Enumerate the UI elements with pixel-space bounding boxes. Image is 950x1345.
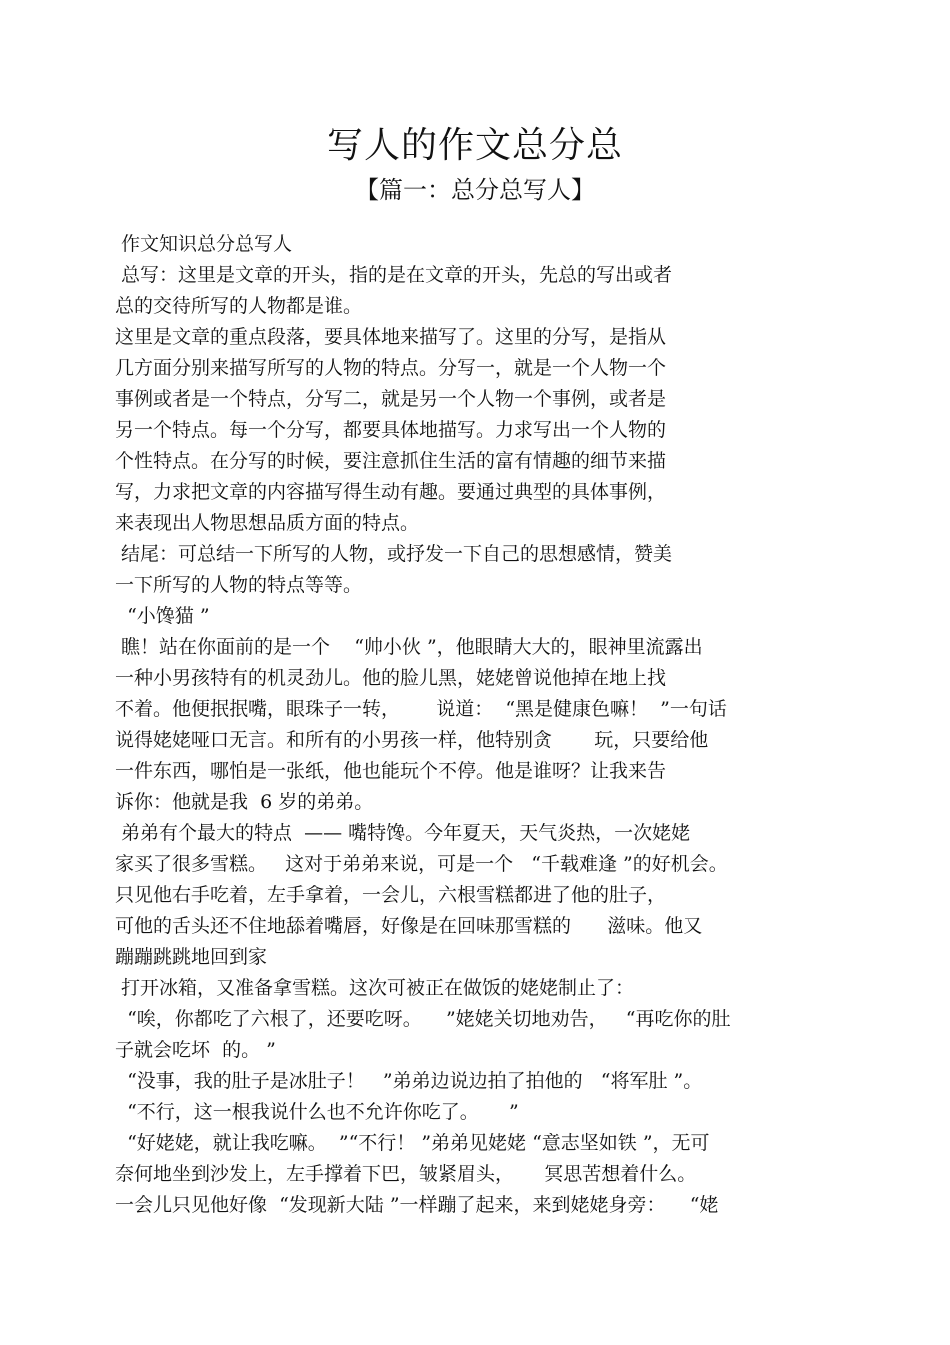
text-line: 写，力求把文章的内容描写得生动有趣。要通过典型的具体事例， <box>115 481 667 503</box>
text-line: 另一个特点。每一个分写，都要具体地描写。力求写出一个人物的 <box>115 419 667 441</box>
text-line: 一下所写的人物的特点等等。 <box>115 574 363 596</box>
text-line: 蹦蹦跳跳地回到家 <box>115 946 268 968</box>
document-body <box>115 229 850 1221</box>
text-line: 不着。他便抿抿嘴，眼珠子一转， 说道： “黑是健康色嘛！ ”一句话 <box>115 698 727 720</box>
text-line: 弟弟有个最大的特点 —— 嘴特馋。今年夏天，天气炎热，一次姥姥 <box>115 822 691 844</box>
text-line: 作文知识总分总写人 <box>115 233 293 255</box>
document-subtitle: 【篇一：总分总写人】 <box>355 176 595 204</box>
text-line: 家买了很多雪糕。 这对于弟弟来说，可是一个 “千载难逢 ”的好机会。 <box>115 853 728 875</box>
text-line: “没事，我的肚子是冰肚子！ ”弟弟边说边拍了拍他的 “将军肚 ”。 <box>115 1070 703 1092</box>
document-title: 写人的作文总分总 <box>326 125 623 166</box>
text-line: 这里是文章的重点段落，要具体地来描写了。这里的分写，是指从 <box>115 326 667 348</box>
text-line: 总写：这里是文章的开头，指的是在文章的开头，先总的写出或者 <box>115 264 673 286</box>
text-line: 来表现出人物思想品质方面的特点。 <box>115 512 420 534</box>
text-line: 一件东西，哪怕是一张纸，他也能玩个不停。他是谁呀？让我来告 <box>115 760 667 782</box>
text-line: 可他的舌头还不住地舔着嘴唇，好像是在回味那雪糕的 滋味。他又 <box>115 915 703 937</box>
text-line: “不行，这一根我说什么也不允许你吃了。 ” <box>115 1101 519 1123</box>
text-line: 打开冰箱，又准备拿雪糕。这次可被正在做饭的姥姥制止了： <box>115 977 635 999</box>
text-line: “好姥姥，就让我吃嘛。 ”“不行！ ”弟弟见姥姥 “意志坚如铁 ”，无可 <box>115 1132 710 1154</box>
text-line: 一种小男孩特有的机灵劲儿。他的脸儿黑，姥姥曾说他掉在地上找 <box>115 667 667 689</box>
text-line: 结尾：可总结一下所写的人物，或抒发一下自己的思想感情，赞美 <box>115 543 673 565</box>
text-line: 只见他右手吃着，左手拿着，一会儿，六根雪糕都进了他的肚子， <box>115 884 667 906</box>
text-line: 一会儿只见他好像 “发现新大陆 ”一样蹦了起来，来到姥姥身旁： “姥 <box>115 1194 719 1216</box>
text-line: 个性特点。在分写的时候，要注意抓住生活的富有情趣的细节来描 <box>115 450 667 472</box>
text-line: 瞧！站在你面前的是一个 “帅小伙 ”，他眼睛大大的，眼神里流露出 <box>115 636 703 658</box>
text-line: 奈何地坐到沙发上，左手撑着下巴，皱紧眉头， 冥思苦想着什么。 <box>115 1163 697 1185</box>
text-line: 总的交待所写的人物都是谁。 <box>115 295 363 317</box>
text-line: 几方面分别来描写所写的人物的特点。分写一，就是一个人物一个 <box>115 357 667 379</box>
text-line: 事例或者是一个特点，分写二，就是另一个人物一个事例，或者是 <box>115 388 667 410</box>
text-line: 说得姥姥哑口无言。和所有的小男孩一样，他特别贪 玩，只要给他 <box>115 729 709 751</box>
text-line: “小馋猫 ” <box>115 605 210 627</box>
text-line: 诉你：他就是我 6 岁的弟弟。 <box>115 791 374 813</box>
text-line: 子就会吃坏 的。 ” <box>115 1039 276 1061</box>
text-line: “唉，你都吃了六根了，还要吃呀。 ”姥姥关切地劝告， “再吃你的肚 <box>115 1008 731 1030</box>
